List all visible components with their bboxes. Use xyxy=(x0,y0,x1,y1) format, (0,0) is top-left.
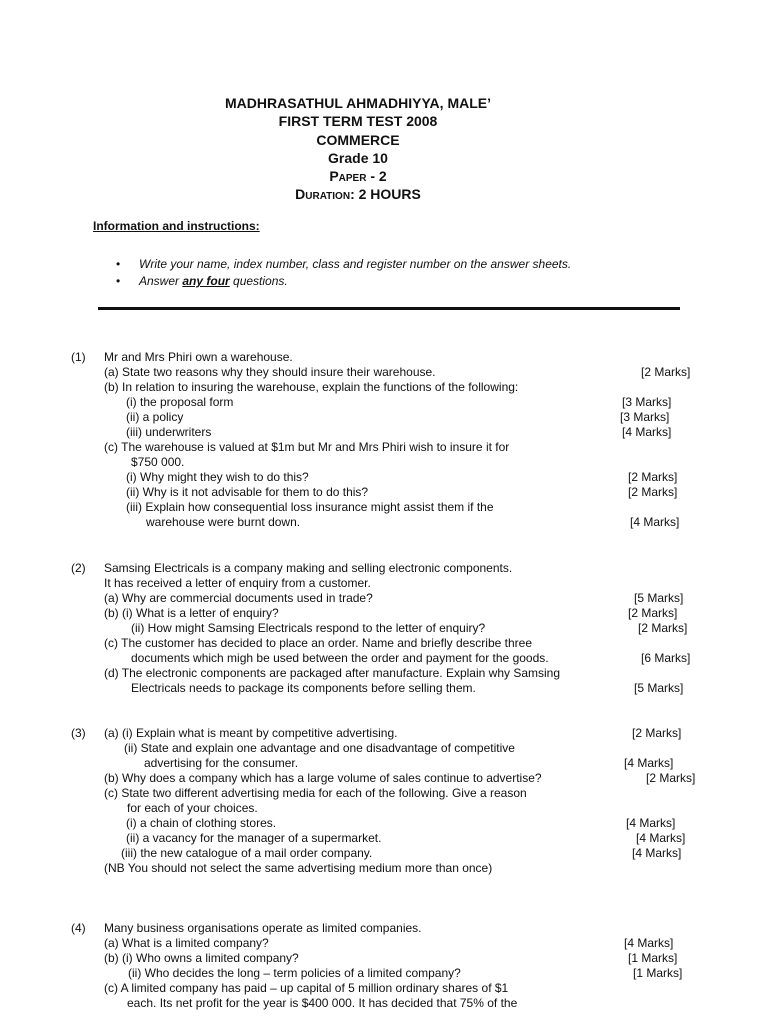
marks-label: [2 Marks] xyxy=(641,365,691,379)
paper-number: - 2 xyxy=(366,168,387,185)
question-line: for each of your choices. xyxy=(127,801,258,815)
school-name: MADHRASATHUL AHMADHIYYA, MALE’ xyxy=(225,95,491,111)
marks-label: [2 Marks] xyxy=(628,470,678,484)
exam-header xyxy=(0,94,716,204)
marks-label: [1 Marks] xyxy=(628,951,678,965)
duration-label: Duration xyxy=(295,186,351,203)
marks-label: [4 Marks] xyxy=(632,846,682,860)
marks-label: [6 Marks] xyxy=(641,651,691,665)
question-line: (iii) the new catalogue of a mail order company. xyxy=(121,846,373,860)
question-line: Electricals needs to package its components before selling them. xyxy=(131,681,476,695)
marks-label: [4 Marks] xyxy=(624,936,674,950)
question-line: (a) (i) Explain what is meant by competitive advertising. xyxy=(104,726,398,740)
paper-line xyxy=(0,167,716,185)
marks-label: [2 Marks] xyxy=(632,726,682,740)
question-line: (iii) Explain how consequential loss insurance might assist them if the xyxy=(126,500,494,514)
question-line: (c) The warehouse is valued at $1m but Mr and Mrs Phiri wish to insure it for xyxy=(104,440,510,454)
question-line: advertising for the consumer. xyxy=(144,756,299,770)
marks-label: [4 Marks] xyxy=(624,756,674,770)
question-line: (a) What is a limited company? xyxy=(104,936,269,950)
marks-label: [5 Marks] xyxy=(634,681,684,695)
question-line: (iii) underwriters xyxy=(126,425,212,439)
question-line: (b) (i) Who owns a limited company? xyxy=(104,951,299,965)
instructions-list xyxy=(116,256,571,290)
question-line: (c) A limited company has paid – up capital of 5 million ordinary shares of $1 xyxy=(104,981,509,995)
question-line: (4) xyxy=(71,921,86,935)
question-line: (ii) a vacancy for the manager of a supermarket. xyxy=(126,831,382,845)
question-line: (3) xyxy=(71,726,86,740)
question-line: each. Its net profit for the year is $400 000. It has decided that 75% of the xyxy=(127,996,518,1010)
question-line: (ii) Why is it not advisable for them to do this? xyxy=(126,485,369,499)
test-title: FIRST TERM TEST 2008 xyxy=(278,113,438,130)
instruction-item xyxy=(116,273,571,290)
question-line: $750 000. xyxy=(131,455,185,469)
question-line: (b) (i) What is a letter of enquiry? xyxy=(104,606,279,620)
question-line: (i) the proposal form xyxy=(126,395,234,409)
question-line: (a) State two reasons why they should insure their warehouse. xyxy=(104,365,436,379)
question-line: It has received a letter of enquiry from a customer. xyxy=(104,576,371,590)
instruction-text: questions. xyxy=(229,274,288,288)
marks-label: [4 Marks] xyxy=(622,425,672,439)
subject-title: COMMERCE xyxy=(316,131,400,148)
marks-label: [2 Marks] xyxy=(638,621,688,635)
marks-label: [2 Marks] xyxy=(646,771,696,785)
duration-value: : 2 HOURS xyxy=(350,186,421,203)
question-line: (b) In relation to insuring the warehouse, explain the functions of the following: xyxy=(104,380,519,394)
question-line: (a) Why are commercial documents used in trade? xyxy=(104,591,373,605)
question-line: Mr and Mrs Phiri own a warehouse. xyxy=(104,350,293,364)
marks-label: [2 Marks] xyxy=(628,606,678,620)
instruction-emphasis: any four xyxy=(182,274,230,288)
question-line: documents which migh be used between the order and payment for the goods. xyxy=(131,651,549,665)
marks-label: [1 Marks] xyxy=(633,966,683,980)
question-line: (i) a chain of clothing stores. xyxy=(126,816,277,830)
marks-label: [2 Marks] xyxy=(628,485,678,499)
marks-label: [4 Marks] xyxy=(636,831,686,845)
question-line: Samsing Electricals is a company making and selling electronic components. xyxy=(104,561,513,575)
question-line: (c) State two different advertising media for each of the following. Give a reason xyxy=(104,786,527,800)
question-line: (2) xyxy=(71,561,86,575)
question-line: (i) Why might they wish to do this? xyxy=(126,470,309,484)
question-line: (d) The electronic components are packaged after manufacture. Explain why Samsing xyxy=(104,666,561,680)
question-line: (ii) How might Samsing Electricals respond to the letter of enquiry? xyxy=(131,621,486,635)
question-line: (NB You should not select the same advertising medium more than once) xyxy=(104,861,493,875)
instruction-text: Write your name, index number, class and register number on the answer sheets. xyxy=(139,257,572,271)
question-line: (1) xyxy=(71,350,86,364)
marks-label: [3 Marks] xyxy=(622,395,672,409)
marks-label: [4 Marks] xyxy=(630,515,680,529)
divider-rule xyxy=(98,307,680,310)
question-line: (b) Why does a company which has a large volume of sales continue to advertise? xyxy=(104,771,542,785)
marks-label: [3 Marks] xyxy=(620,410,670,424)
instruction-item xyxy=(116,256,571,273)
question-line: (ii) State and explain one advantage and one disadvantage of competitive xyxy=(124,741,515,755)
instructions-title: Information and instructions: xyxy=(93,219,260,233)
question-line: Many business organisations operate as limited companies. xyxy=(104,921,422,935)
duration-line xyxy=(0,185,716,203)
grade-title: Grade 10 xyxy=(328,149,388,166)
question-line: (ii) a policy xyxy=(126,410,184,424)
instruction-text: Answer xyxy=(139,274,183,288)
question-line: (c) The customer has decided to place an order. Name and briefly describe three xyxy=(104,636,533,650)
marks-label: [5 Marks] xyxy=(634,591,684,605)
marks-label: [4 Marks] xyxy=(626,816,676,830)
question-line: (ii) Who decides the long – term policies of a limited company? xyxy=(128,966,461,980)
paper-label: Paper xyxy=(329,168,367,185)
question-line: warehouse were burnt down. xyxy=(146,515,301,529)
